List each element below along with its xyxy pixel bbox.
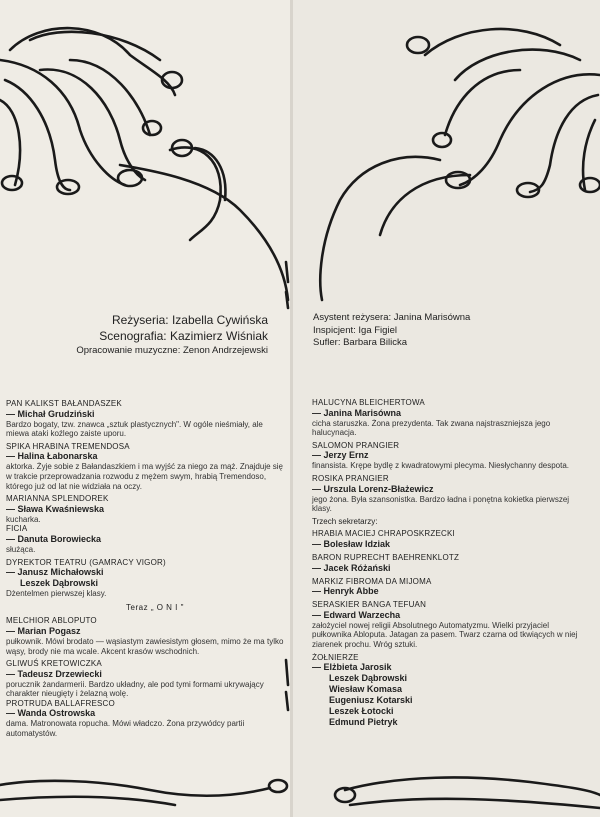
assistant-director-credit: Asystent reżysera: Janina Marisówna [313, 312, 471, 323]
music-credit: Opracowanie muzyczne: Zenon Andrzejewski [76, 345, 268, 356]
actor-name: — Halina Łabonarska [6, 451, 98, 462]
scenography-credit: Scenografia: Kazimierz Wiśniak [99, 329, 268, 343]
role-description: porucznik żandarmerii. Bardzo układny, ale pod tymi formami ukrywający charakter nieugięty i żelazną wolę. [6, 679, 264, 699]
role-description: jego żona. Była szansonistka. Bardzo ładna i ponętna kokietka pierwszej klasy. [312, 494, 570, 514]
role-name: SERASKIER BANGA TEFUAN [312, 600, 427, 610]
cast-entry [312, 529, 584, 550]
actor-name: — Janina Marisówna [312, 407, 402, 418]
actor-name: — Danuta Borowiecka [6, 533, 102, 544]
actor-name: — Edward Warzecha [312, 609, 401, 620]
actor-name: Wiesław Komasa [329, 684, 402, 695]
teraz-oni-heading: Teraz „ O N I " [126, 602, 184, 612]
cast-entry [6, 659, 284, 699]
role-description: Dżentelmen pierwszej klasy. [6, 589, 107, 599]
cast-entry [6, 442, 284, 491]
cast-entry [312, 553, 584, 574]
cast-entry [6, 616, 284, 656]
role-name: ROSIKA PRANGIER [312, 473, 389, 483]
cast-list-right [312, 398, 584, 728]
role-name: ŻOŁNIERZE [312, 652, 359, 662]
cast-list-left [6, 399, 284, 739]
role-name: MARKIZ FIBROMA DA MIJOMA [312, 576, 432, 586]
actor-name: Leszek Dąbrowski [329, 673, 408, 684]
cast-entry [312, 577, 584, 598]
role-description: finansista. Krępe bydlę z kwadratowymi plecyma. Niesłychanny despota. [312, 461, 570, 471]
actor-name-alternate: Leszek Dąbrowski [20, 578, 99, 589]
actor-name: — Marian Pogasz [6, 625, 81, 636]
actor-name: — Henryk Abbe [312, 586, 379, 597]
cast-entry [6, 494, 284, 524]
prompter-credit: Sufler: Barbara Bilicka [313, 337, 407, 348]
role-name: PROTRUDA BALLAFRESCO [6, 698, 115, 708]
actor-name: Eugeniusz Kotarski [329, 695, 413, 706]
secretaries-label: Trzech sekretarzy: [312, 516, 378, 526]
actor-name: — Urszula Lorenz-Błażewicz [312, 483, 434, 494]
actor-name: — Jacek Różański [312, 562, 391, 573]
cast-entry [6, 399, 284, 439]
cast-entry [6, 524, 284, 554]
cast-entry [6, 558, 284, 599]
role-name: MELCHIOR ABLOPUTO [6, 616, 97, 626]
cast-entry [312, 441, 584, 471]
actor-name: — Janusz Michałowski [6, 567, 104, 578]
actor-name: — Tadeusz Drzewiecki [6, 668, 102, 679]
cast-entry [312, 398, 584, 438]
cast-entry [312, 600, 584, 649]
role-name: HRABIA MACIEJ CHRAPOSKRZECKI [312, 529, 455, 539]
actor-name: — Elżbieta Jarosik [312, 662, 392, 673]
role-name: SPIKA HRABINA TREMENDOSA [6, 441, 130, 451]
role-name: HALUCYNA BLEICHERTOWA [312, 398, 425, 407]
cast-entry [312, 474, 584, 514]
role-name: PAN KALIKST BAŁANDASZEK [6, 399, 122, 408]
actor-name: — Sława Kwaśniewska [6, 503, 105, 514]
actor-name: — Jerzy Ernz [312, 450, 369, 461]
role-name: BARON RUPRECHT BAEHRENKLOTZ [312, 552, 460, 562]
role-name: MARIANNA SPLENDOREK [6, 494, 109, 504]
role-description: dama. Matronowata ropucha. Mówi władczo. Żona przywódcy partii automatystów. [6, 719, 245, 739]
role-description: Bardzo bogaty, tzw. znawca „sztuk plastycznych". W ogóle nieśmiały, ale miewa ataki koźlego zaiste uporu. [6, 419, 263, 439]
actor-name: Leszek Łotocki [329, 706, 394, 717]
role-name: SALOMON PRANGIER [312, 440, 400, 450]
role-name: DYREKTOR TEATRU (GAMRACY VIGOR) [6, 557, 166, 567]
soldiers-entry [312, 653, 584, 729]
cast-entry [6, 699, 284, 739]
credits-left [76, 312, 268, 358]
role-description: założyciel nowej religii Absolutnego Automatyzmu. Wielki przyjaciel pułkownika Abloputa. Jatagan za pasem. Twarz czarna od tkwiących w niej ziarenek prochu. Wróg sztuki. [312, 620, 578, 649]
actor-name: — Bolesław Idziak [312, 538, 391, 549]
role-description: kucharka. [6, 514, 41, 524]
role-description: służąca. [6, 544, 36, 554]
role-description: cicha staruszka. Żona prezydenta. Tak zwana najstraszniejsza jego halucynacja. [312, 418, 551, 438]
actor-name: — Wanda Ostrowska [6, 708, 96, 719]
director-credit: Reżyseria: Izabella Cywińska [111, 313, 268, 327]
role-description: aktorka. Żyje sobie z Bałandaszkiem i ma wyjść za niego za mąż. Znajduje się w trakcie przeprowadzania rozwodu z mężem swym, hrabią Tremendoso, którego już od lat nie widziała na oczy. [6, 462, 284, 491]
role-description: pułkownik. Mówi brodato — wąsiastym zawiesistym głosem, mimo że ma tylko wąsy, brody nie ma wcale. Akcent krasów wschodnich. [6, 636, 284, 656]
role-name: GLIWUŚ KRETOWICZKA [6, 659, 102, 669]
credits-right [313, 312, 470, 350]
inspicient-credit: Inspicjent: Iga Figiel [313, 324, 397, 336]
role-name: FICIA [6, 524, 28, 534]
actor-name: — Michał Grudziński [6, 408, 95, 419]
actor-name: Edmund Pietryk [329, 717, 398, 728]
